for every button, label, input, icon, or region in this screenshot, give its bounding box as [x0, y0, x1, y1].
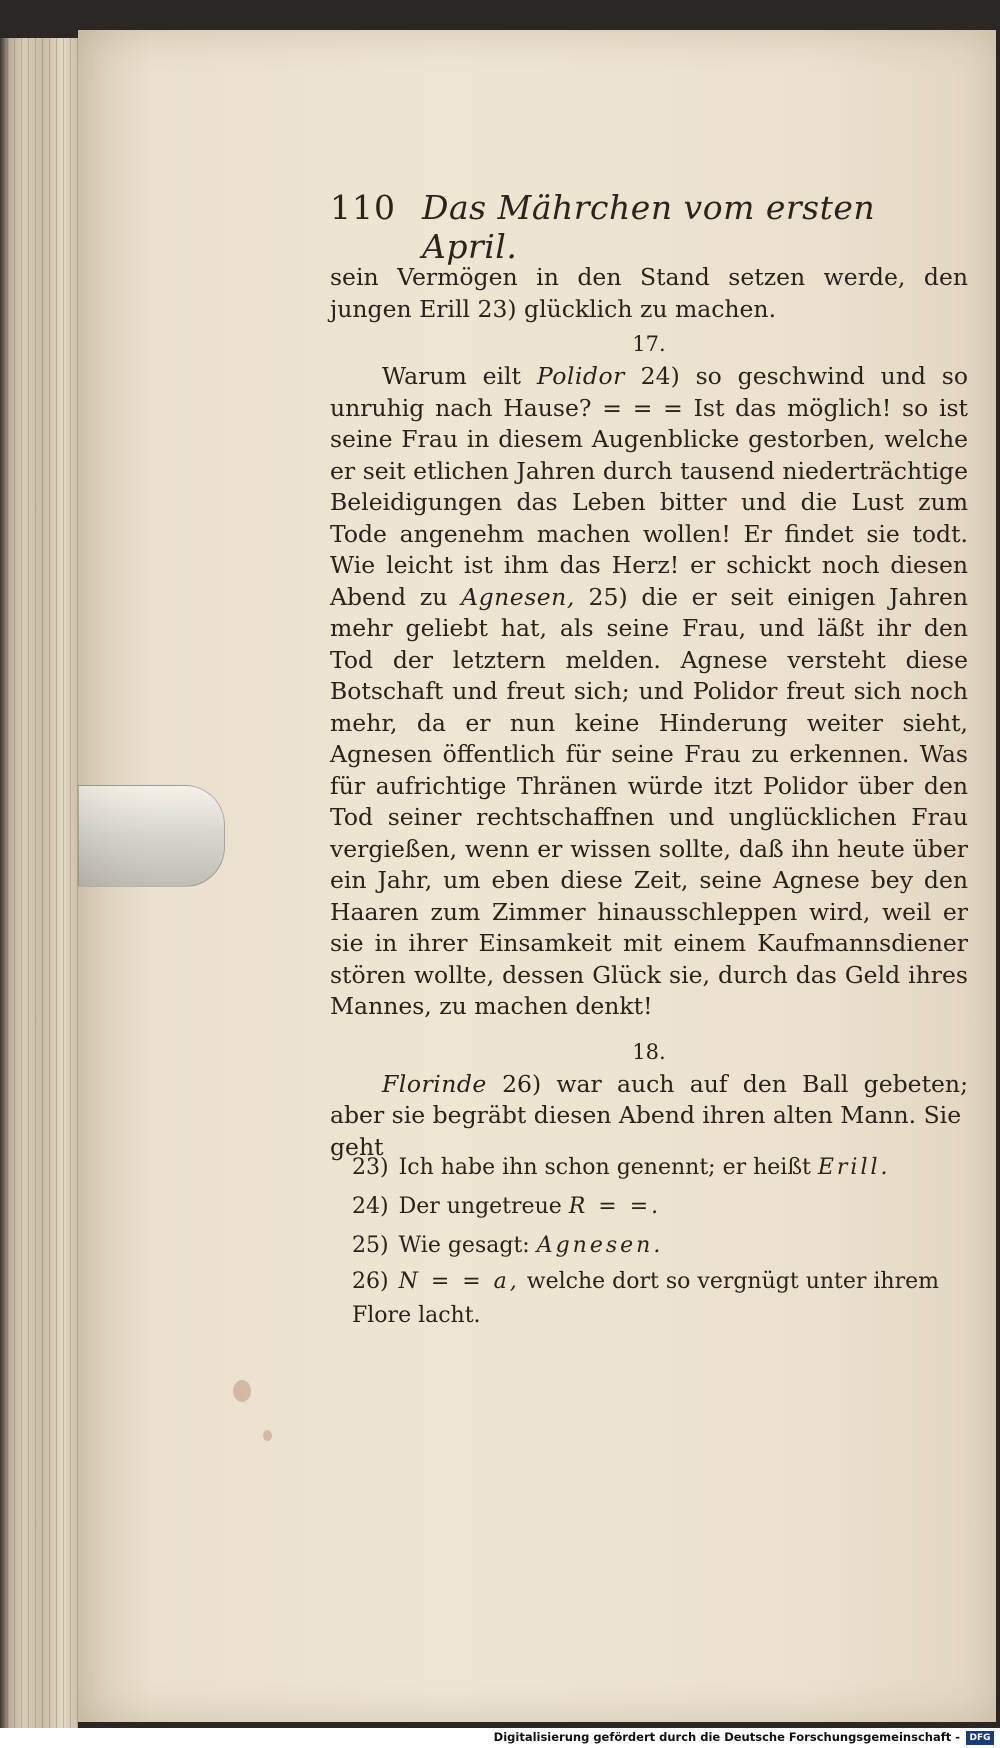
catchword: geht — [330, 1132, 384, 1161]
footnotes — [352, 1148, 952, 1333]
page-number: 110 — [330, 188, 396, 227]
section-number-18: 18. — [632, 1039, 666, 1064]
footnote-mark: 26) — [352, 1269, 389, 1294]
section-17-text-c: 25) die er seit einigen Jahren mehr geliebt hat, als seine Frau, und läßt ihr den Tod der letztern melden. Agnese versteht diese Botschaft und freut sich; und Polidor freut sich noch mehr, da er nun keine Hinderung weiter sieht, Agnesen öffentlich für seine Frau zu erkennen. Was für aufrichtige Thränen würde itzt Polidor über den Tod seiner rechtschaffnen und unglücklichen Frau vergießen, wenn er wissen sollte, daß ihn heute über ein Jahr, um eben diese Zeit, seine Agnese bey den Haaren zum Zimmer hinausschleppen wird, weil er sie in ihrer Einsamkeit mit einem Kaufmannsdiener stören wollte, dessen Glück sie, durch das Geld ihres Mannes, zu machen denkt! — [330, 582, 968, 1020]
section-17-text-a: Warum eilt — [382, 362, 537, 390]
main-text — [330, 262, 968, 1163]
paper-stain — [233, 1380, 251, 1402]
section-18-text: 26) war auch auf den Ball gebeten; aber sie begräbt diesen Abend ihren alten Mann. Sie — [330, 1069, 968, 1129]
section-17-paragraph — [330, 361, 968, 1023]
footnote-text: Wie gesagt: — [398, 1233, 537, 1258]
footnote-text: Ich habe ihn schon genennt; er heißt — [398, 1155, 818, 1180]
footnote-text: welche dort so vergnügt unter ihrem Flore lacht. — [352, 1269, 939, 1328]
footnote-emph: N = = a, — [398, 1269, 520, 1294]
section-17-text-b: 24) so geschwind und so unruhig nach Hause? = = = Ist das möglich! so ist seine Frau in diesem Augenblicke gestorben, welche er seit etlichen Jahren durch tausend niederträchtige Beleidigungen das Leben bitter und die Lust zum Tode angenehm machen wollen! Er findet sie todt. Wie leicht ist ihm das Herz! er schickt noch diesen Abend zu — [330, 362, 968, 611]
name-florinde: Florinde — [382, 1069, 487, 1098]
footnote-emph: R = =. — [568, 1194, 662, 1219]
footnote-mark: 23) — [352, 1155, 389, 1180]
footnote-24 — [352, 1187, 952, 1226]
footnote-text: Der ungetreue — [398, 1194, 569, 1219]
footnote-23 — [352, 1148, 952, 1187]
footnote-emph: Agnesen. — [536, 1233, 664, 1258]
name-polidor: Polidor — [536, 362, 625, 390]
paper-stain — [263, 1430, 272, 1441]
section-18-paragraph — [330, 1069, 968, 1132]
footnote-mark: 25) — [352, 1233, 389, 1258]
name-agnesen: Agnesen, — [461, 582, 575, 611]
footnote-emph: Erill. — [817, 1155, 891, 1180]
opening-paragraph: sein Vermögen in den Stand setzen werde, den jungen Erill 23) glücklich zu machen. — [330, 263, 968, 323]
footnote-26 — [352, 1265, 952, 1333]
footnote-25 — [352, 1226, 952, 1265]
book-edge — [0, 38, 78, 1728]
footnote-mark: 24) — [352, 1194, 389, 1219]
running-title: Das Mährchen vom ersten April. — [422, 188, 876, 266]
dfg-logo: DFG — [966, 1731, 994, 1745]
digitization-credit: Digitalisierung gefördert durch die Deutsche Forschungsgemeinschaft - — [493, 1730, 960, 1744]
section-number-17: 17. — [632, 332, 666, 356]
page-clip — [78, 785, 225, 887]
running-head — [330, 188, 930, 266]
